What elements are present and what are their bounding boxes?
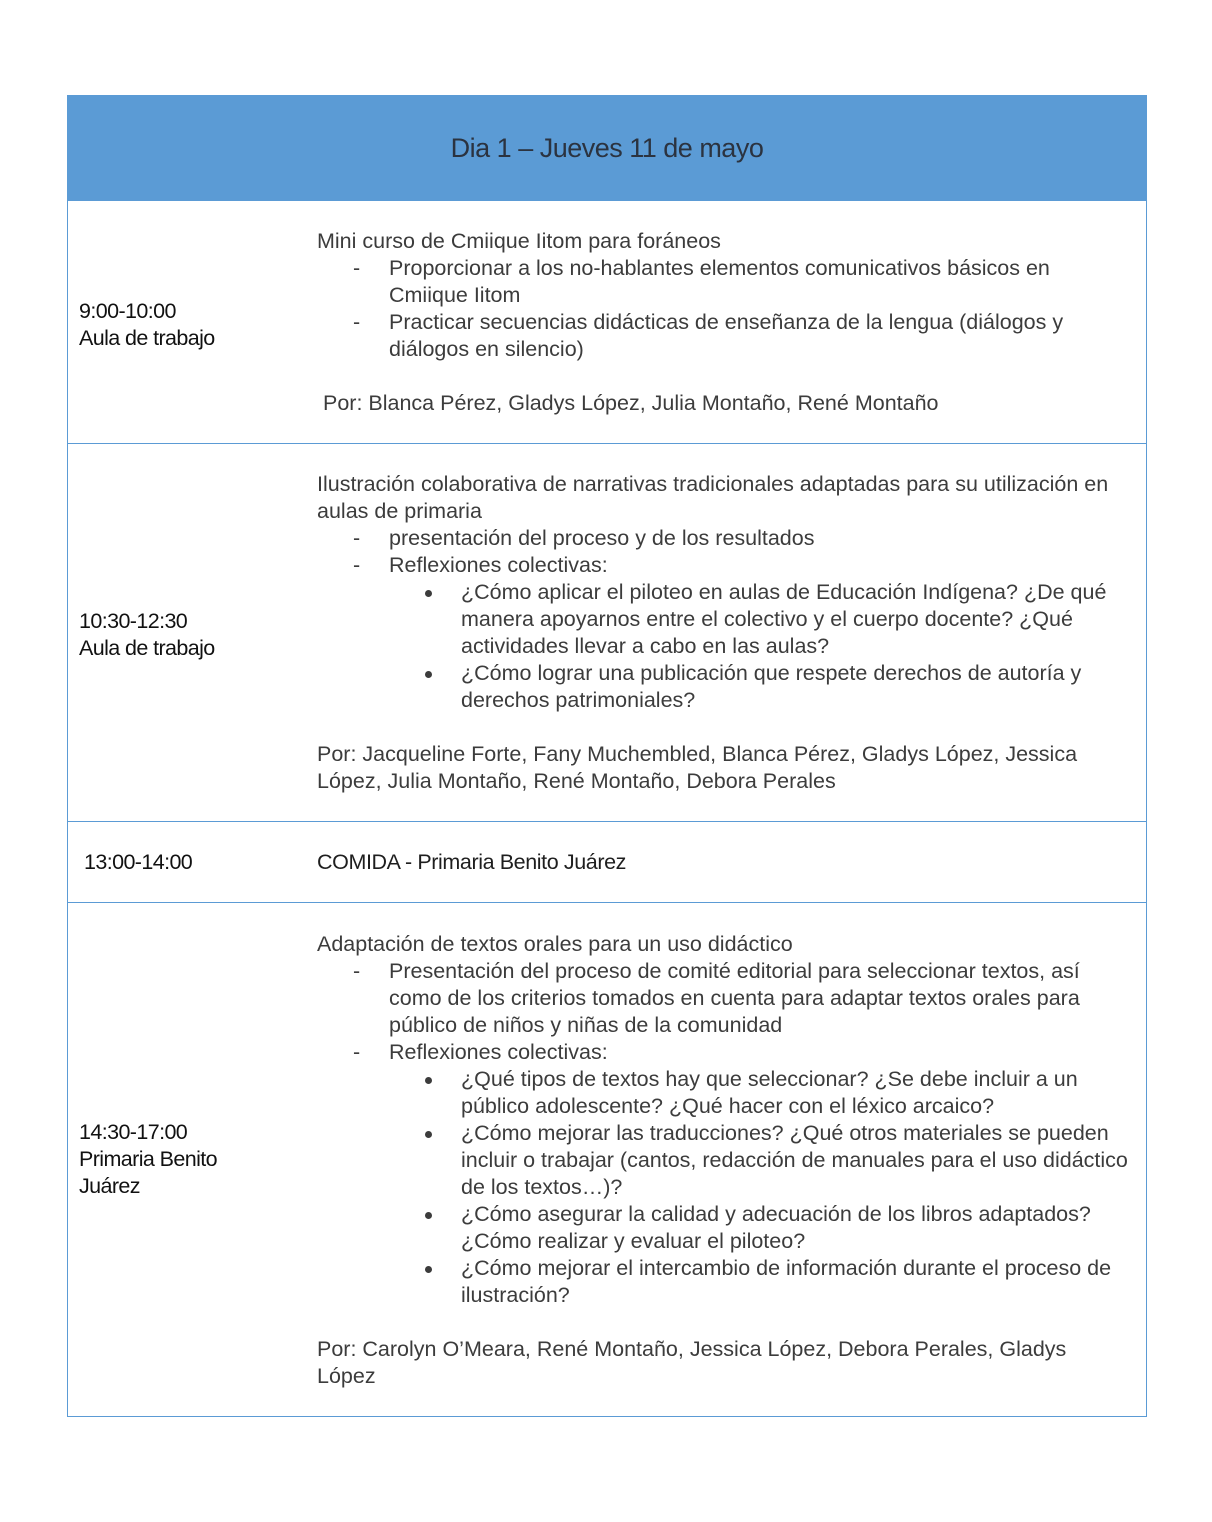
session-title: Adaptación de textos orales para un uso didáctico [317, 932, 793, 956]
list-item: - Proporcionar a los no-hablantes elementos comunicativos básicos en Cmiique Iitom [353, 256, 1050, 307]
session-time: 14:30-17:00 [79, 1120, 188, 1144]
list-item: ¿Cómo aplicar el piloteo en aulas de Educación Indígena? ¿De qué manera apoyarnos entre el colectivo y el cuerpo docente? ¿Qué actividades llevar a cabo en las aulas? [461, 579, 1128, 660]
bullet-marker [425, 1077, 432, 1084]
day-header [68, 96, 1146, 201]
session-time-cell [68, 201, 306, 443]
bullet-marker [425, 1131, 432, 1138]
dash-marker: - [353, 959, 361, 983]
session-title: Mini curso de Cmiique Iitom para foráneos [317, 229, 721, 253]
session-time: 13:00-14:00 [84, 849, 193, 874]
list-item: - Practicar secuencias didácticas de enseñanza de la lengua (diálogos y diálogos en silencio) [353, 310, 1064, 361]
question-list [389, 1066, 1128, 1309]
list-item: - Reflexiones colectivas: ¿Qué tipos de textos hay que seleccionar? ¿Se debe incluir a un público adolescente? ¿Qué hacer con el léxico arcaico? ¿Cómo mejorar las traducciones? ¿Qué otros materiales se pueden incluir o trabajar (cantos, redacción de manuales para el uso didáctico de los textos…)? ¿Cómo asegurar la calidad y adecuación de los libros adaptados? ¿Cómo realizar y evaluar el piloteo? ¿Cómo mejorar el intercambio de información durante el proceso de ilustración? [353, 1040, 1128, 1307]
session-row-4 [68, 903, 1146, 1416]
session-title: Ilustración colaborativa de narrativas tradicionales adaptadas para su utilización en aulas de primaria [317, 472, 1109, 523]
session-presenters: Por: Carolyn O’Meara, René Montaño, Jessica López, Debora Perales, Gladys López [317, 1337, 1067, 1388]
bullet-marker [425, 671, 432, 678]
session-location: Aula de trabajo [79, 326, 215, 350]
list-item: - Presentación del proceso de comité editorial para seleccionar textos, así como de los criterios tomados en cuenta para adaptar textos orales para público de niños y niñas de la comunidad [353, 959, 1080, 1037]
dash-marker: - [353, 526, 361, 550]
dash-marker: - [353, 553, 361, 577]
session-points [317, 255, 1128, 363]
session-time: 9:00-10:00 [79, 299, 176, 323]
list-item: ¿Qué tipos de textos hay que seleccionar? ¿Se debe incluir a un público adolescente? ¿Qué hacer con el léxico arcaico? [461, 1066, 1128, 1120]
bullet-marker [425, 1266, 432, 1273]
schedule-table [67, 95, 1147, 1417]
session-title: COMIDA - Primaria Benito Juárez [317, 849, 626, 874]
bullet-marker [425, 1212, 432, 1219]
list-item: ¿Cómo mejorar las traducciones? ¿Qué otros materiales se pueden incluir o trabajar (cantos, redacción de manuales para el uso didáctico de los textos…)? [461, 1120, 1128, 1201]
list-item: ¿Cómo lograr una publicación que respete derechos de autoría y derechos patrimoniales? [461, 660, 1128, 714]
session-content [306, 201, 1146, 443]
day-title: Dia 1 – Jueves 11 de mayo [450, 132, 764, 163]
dash-marker: - [353, 256, 361, 280]
session-points [317, 525, 1128, 714]
session-time-cell [68, 444, 306, 821]
session-content [306, 903, 1146, 1416]
session-points [317, 958, 1128, 1309]
session-presenters: Por: Jacqueline Forte, Fany Muchembled, Blanca Pérez, Gladys López, Jessica López, Julia Montaño, René Montaño, Debora Perales [317, 742, 1078, 793]
session-time-cell [68, 822, 306, 902]
session-content [306, 444, 1146, 821]
session-time: 10:30-12:30 [79, 608, 188, 633]
session-row-1 [68, 201, 1146, 444]
session-presenters: Por: Blanca Pérez, Gladys López, Julia Montaño, René Montaño [323, 391, 939, 415]
dash-marker: - [353, 310, 361, 334]
dash-marker: - [353, 1040, 361, 1064]
session-row-2 [68, 444, 1146, 822]
list-item: ¿Cómo mejorar el intercambio de información durante el proceso de ilustración? [461, 1255, 1128, 1309]
list-item: - presentación del proceso y de los resultados [353, 526, 815, 550]
session-content [306, 822, 1146, 902]
bullet-marker [425, 590, 432, 597]
session-location: Primaria Benito Juárez [79, 1147, 217, 1198]
list-item: - Reflexiones colectivas: ¿Cómo aplicar el piloteo en aulas de Educación Indígena? ¿De qué manera apoyarnos entre el colectivo y el cuerpo docente? ¿Qué actividades llevar a cabo en las aulas? ¿Cómo lograr una publicación que respete derechos de autoría y derechos patrimoniales? [389, 552, 1128, 714]
session-time-cell [68, 903, 306, 1416]
session-location: Aula de trabajo [79, 635, 215, 660]
question-list [389, 579, 1128, 714]
list-item: ¿Cómo asegurar la calidad y adecuación de los libros adaptados? ¿Cómo realizar y evaluar el piloteo? [461, 1201, 1128, 1255]
session-row-lunch [68, 822, 1146, 903]
